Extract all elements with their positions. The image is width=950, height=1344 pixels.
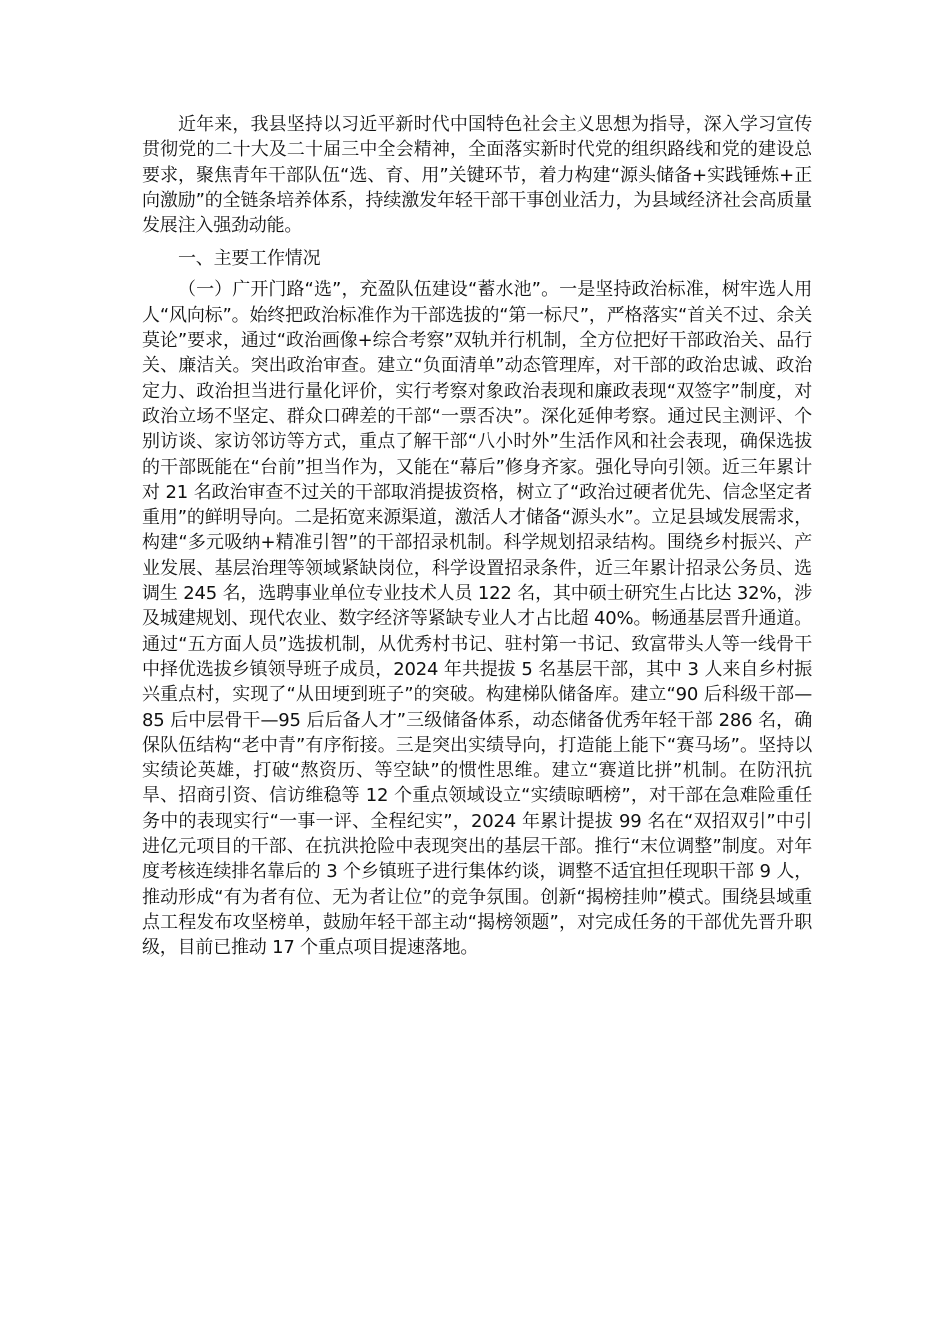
section-heading: 一、主要工作情况 <box>178 248 321 270</box>
intro-paragraph: 近年来，我县坚持以习近平新时代中国特色社会主义思想为指导，深入学习宣传贯彻党的二十大及二十届三中全会精神，全面落实新时代党的组织路线和党的建设总要求，聚焦青年干部队伍“选、育、用”关键环节，着力构建“源头储备+实践锤炼+正向激励”的全链条培养体系，持续激发年轻干部干事创业活力，为县域经济社会高质量发展注入强劲动能。 <box>142 114 812 237</box>
document-page <box>142 112 812 961</box>
section-body-paragraph: （一）广开门路“选”，充盈队伍建设“蓄水池”。一是坚持政治标准，树牢选人用人“风向标”。始终把政治标准作为干部选拔的“第一标尺”，严格落实“首关不过、余关莫论”要求，通过“政治画像+综合考察”双轨并行机制，全方位把好干部政治关、品行关、廉洁关。突出政治审查。建立“负面清单”动态管理库，对干部的政治忠诚、政治定力、政治担当进行量化评价，实行考察对象政治表现和廉政表现“双签字”制度，对政治立场不坚定、群众口碑差的干部“一票否决”。深化延伸考察。通过民主测评、个别访谈、家访邻访等方式，重点了解干部“八小时外”生活作风和社会表现，确保选拔的干部既能在“台前”担当作为，又能在“幕后”修身齐家。强化导向引领。近三年累计对 21 名政治审查不过关的干部取消提拔资格，树立了“政治过硬者优先、信念坚定者重用”的鲜明导向。二是拓宽来源渠道，激活人才储备“源头水”。立足县域发展需求，构建“多元吸纳+精准引智”的干部招录机制。科学规划招录结构。围绕乡村振兴、产业发展、基层治理等领域紧缺岗位，科学设置招录条件，近三年累计招录公务员、选调生 245 名，选聘事业单位专业技术人员 122 名，其中硕士研究生占比达 32%，涉及城建规划、现代农业、数字经济等紧缺专业人才占比超 40%。畅通基层晋升通道。通过“五方面人员”选拔机制，从优秀村书记、驻村第一书记、致富带头人等一线骨干中择优选拔乡镇领导班子成员，2024 年共提拔 5 名基层干部，其中 3 人来自乡村振兴重点村，实现了“从田埂到班子”的突破。构建梯队储备库。建立“90 后科级干部—85 后中层骨干—95 后后备人才”三级储备体系，动态储备优秀年轻干部 286 名，确保队伍结构“老中青”有序衔接。三是突出实绩导向，打造能上能下“赛马场”。坚持以实绩论英雄，打破“熬资历、等空缺”的惯性思维。建立“赛道比拼”机制。在防汛抗旱、招商引资、信访维稳等 12 个重点领域设立“实绩晾晒榜”，对干部在急难险重任务中的表现实行“一事一评、全程纪实”，2024 年累计提拔 99 名在“双招双引”中引进亿元项目的干部、在抗洪抢险中表现突出的基层干部。推行“末位调整”制度。对年度考核连续排名靠后的 3 个乡镇班子进行集体约谈，调整不适宜担任现职干部 9 人，推动形成“有为者有位、无为者让位”的竞争氛围。创新“揭榜挂帅”模式。围绕县域重点工程发布攻坚榜单，鼓励年轻干部主动“揭榜领题”，对完成任务的干部优先晋升职级，目前已推动 17 个重点项目提速落地。 <box>142 279 812 959</box>
